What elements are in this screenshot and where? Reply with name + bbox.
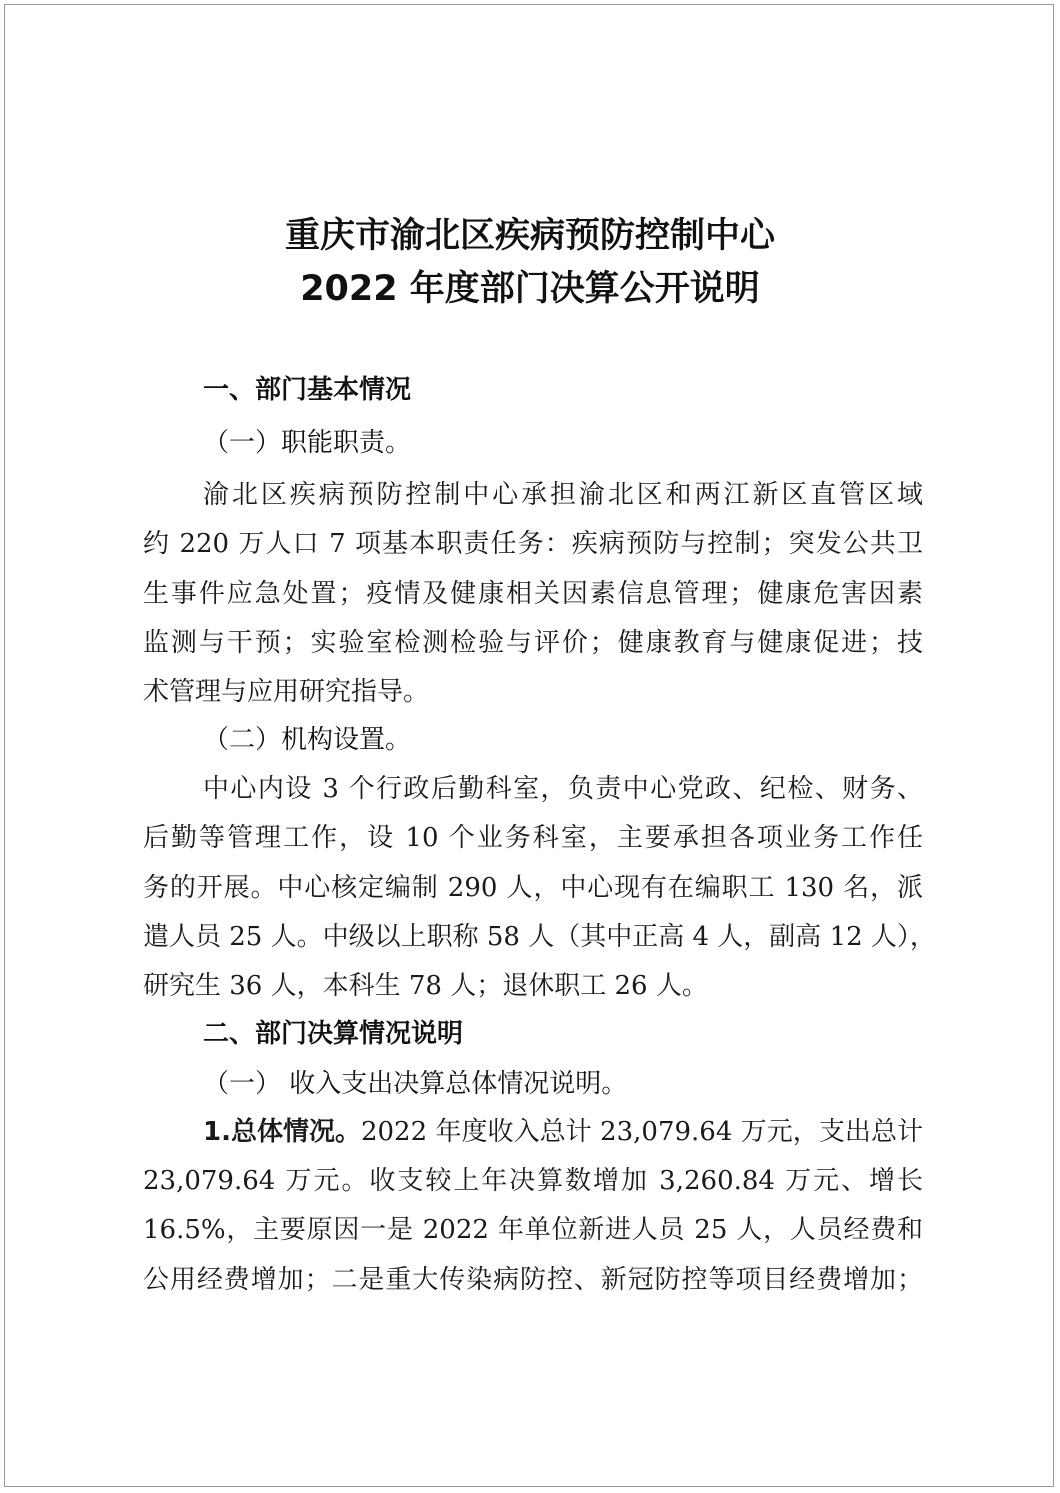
- section1-heading: 一、部门基本情况: [203, 375, 412, 405]
- paragraph-line-with-lead: [203, 1111, 923, 1148]
- paragraph-line: 务的开展。中心核定编制 290 人，中心现有在编职工 130 名，派: [143, 873, 923, 903]
- paragraph-line: 中心内设 3 个行政后勤科室，负责中心党政、纪检、财务、: [203, 774, 923, 804]
- paragraph-line: 16.5%，主要原因一是 2022 年单位新进人员 25 人，人员经费和: [143, 1215, 923, 1245]
- paragraph-line: 监测与干预；实验室检测检验与评价；健康教育与健康促进；技: [143, 628, 923, 658]
- lead-bold-text: 1.总体情况。: [203, 1117, 361, 1147]
- section2-heading: 二、部门决算情况说明: [203, 1019, 464, 1049]
- paragraph-line: 研究生 36 人，本科生 78 人；退休职工 26 人。: [143, 971, 708, 1001]
- paragraph-line: 遣人员 25 人。中级以上职称 58 人（其中正高 4 人，副高 12 人），: [143, 922, 936, 952]
- paragraph-line: 渝北区疾病预防控制中心承担渝北区和两江新区直管区域: [203, 480, 923, 510]
- paragraph-line: 后勤等管理工作，设 10 个业务科室，主要承担各项业务工作任: [143, 823, 923, 853]
- paragraph-line: 23,079.64 万元。收支较上年决算数增加 3,260.84 万元、增长: [143, 1166, 923, 1196]
- document-title-line2: 2022 年度部门决算公开说明: [300, 269, 760, 309]
- paragraph-line: 2022 年度收入总计 23,079.64 万元，支出总计: [360, 1117, 923, 1147]
- paragraph-line: 生事件应急处置；疫情及健康相关因素信息管理；健康危害因素: [143, 579, 923, 609]
- paragraph-line: 术管理与应用研究指导。: [143, 677, 430, 707]
- paragraph-line: 公用经费增加；二是重大传染病防控、新冠防控等项目经费增加；: [143, 1265, 923, 1295]
- paragraph-line: 约 220 万人口 7 项基本职责任务：疾病预防与控制；突发公共卫: [143, 529, 923, 559]
- section1-sub2-heading: （二）机构设置。: [203, 725, 412, 755]
- document-page: [4, 4, 1054, 1487]
- section1-sub1-heading: （一）职能职责。: [203, 428, 412, 458]
- section2-sub1-heading: （一） 收入支出决算总体情况说明。: [203, 1069, 628, 1099]
- document-title-line1: 重庆市渝北区疾病预防控制中心: [284, 216, 775, 256]
